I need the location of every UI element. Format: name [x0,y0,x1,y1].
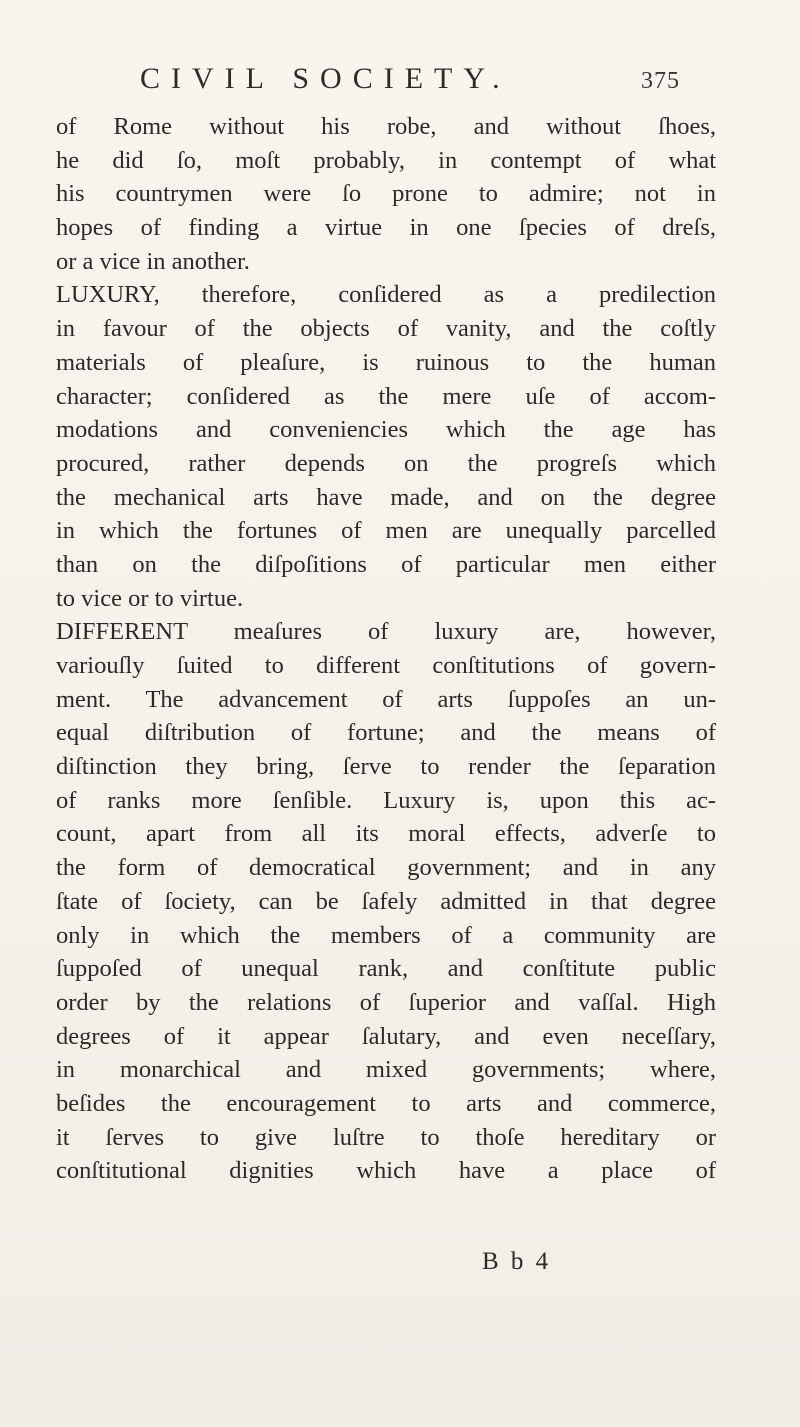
text-line: ſuppoſed of unequal rank, and conſtitute public [56,955,716,983]
text-line: order by the relations of ſuperior and vaſſal. High [56,988,716,1016]
text-line: equal diſtribution of fortune; and the means of [56,719,716,747]
text-line: to vice or to virtue. [56,584,244,612]
text-line: hopes of finding a virtue in one ſpecies of dreſs, [56,214,716,242]
text-line: or a vice in another. [56,247,250,275]
text-line: materials of pleaſure, is ruinous to the human [56,348,716,376]
running-head [140,62,680,102]
text-line: conſtitutional dignities which have a place of [56,1157,716,1185]
text-line: degrees of it appear ſalutary, and even neceſſary, [56,1022,716,1050]
text-line: he did ſo, moſt probably, in contempt of what [56,146,716,174]
running-title: CIVIL SOCIETY. [140,62,511,95]
text-line: the mechanical arts have made, and on the degree [56,483,716,511]
text-line: ment. The advancement of arts ſuppoſes an un- [56,685,716,713]
text-line: in favour of the objects of vanity, and the coſtly [56,315,716,343]
text-line: diſtinction they bring, ſerve to render the ſeparation [56,753,716,781]
text-line: his countrymen were ſo prone to admire; not in [56,180,716,208]
text-line: in monarchical and mixed governments; where, [56,1056,716,1084]
text-line: only in which the members of a community are [56,921,716,949]
text-line: variouſly ſuited to different conſtitutions of govern- [56,652,716,679]
text-line: count, apart from all its moral effects, adverſe to [56,820,716,848]
text-line: beſides the encouragement to arts and commerce, [56,1089,716,1117]
body-text [56,110,716,1188]
page-number: 375 [641,68,680,94]
text-line: than on the diſpoſitions of particular men either [56,550,716,578]
text-line: the form of democratical government; and in any [56,854,716,882]
text-line: DIFFERENT meaſures of luxury are, however, [56,618,716,646]
signature-mark: B b 4 [482,1248,552,1275]
text-line: of Rome without his robe, and without ſhoes, [56,113,716,140]
text-line: it ſerves to give luſtre to thoſe hereditary or [56,1123,716,1151]
text-line: LUXURY, therefore, conſidered as a predilection [56,281,716,309]
paper-speck [788,1410,794,1416]
text-line: ſtate of ſociety, can be ſafely admitted in that degree [56,887,716,915]
text-line: character; conſidered as the mere uſe of accom- [56,382,716,410]
text-line: of ranks more ſenſible. Luxury is, upon this ac- [56,786,716,814]
text-line: procured, rather depends on the progreſs which [56,449,716,477]
text-line: modations and conveniencies which the age has [56,416,716,444]
text-line: in which the fortunes of men are unequally parcelled [56,517,716,545]
